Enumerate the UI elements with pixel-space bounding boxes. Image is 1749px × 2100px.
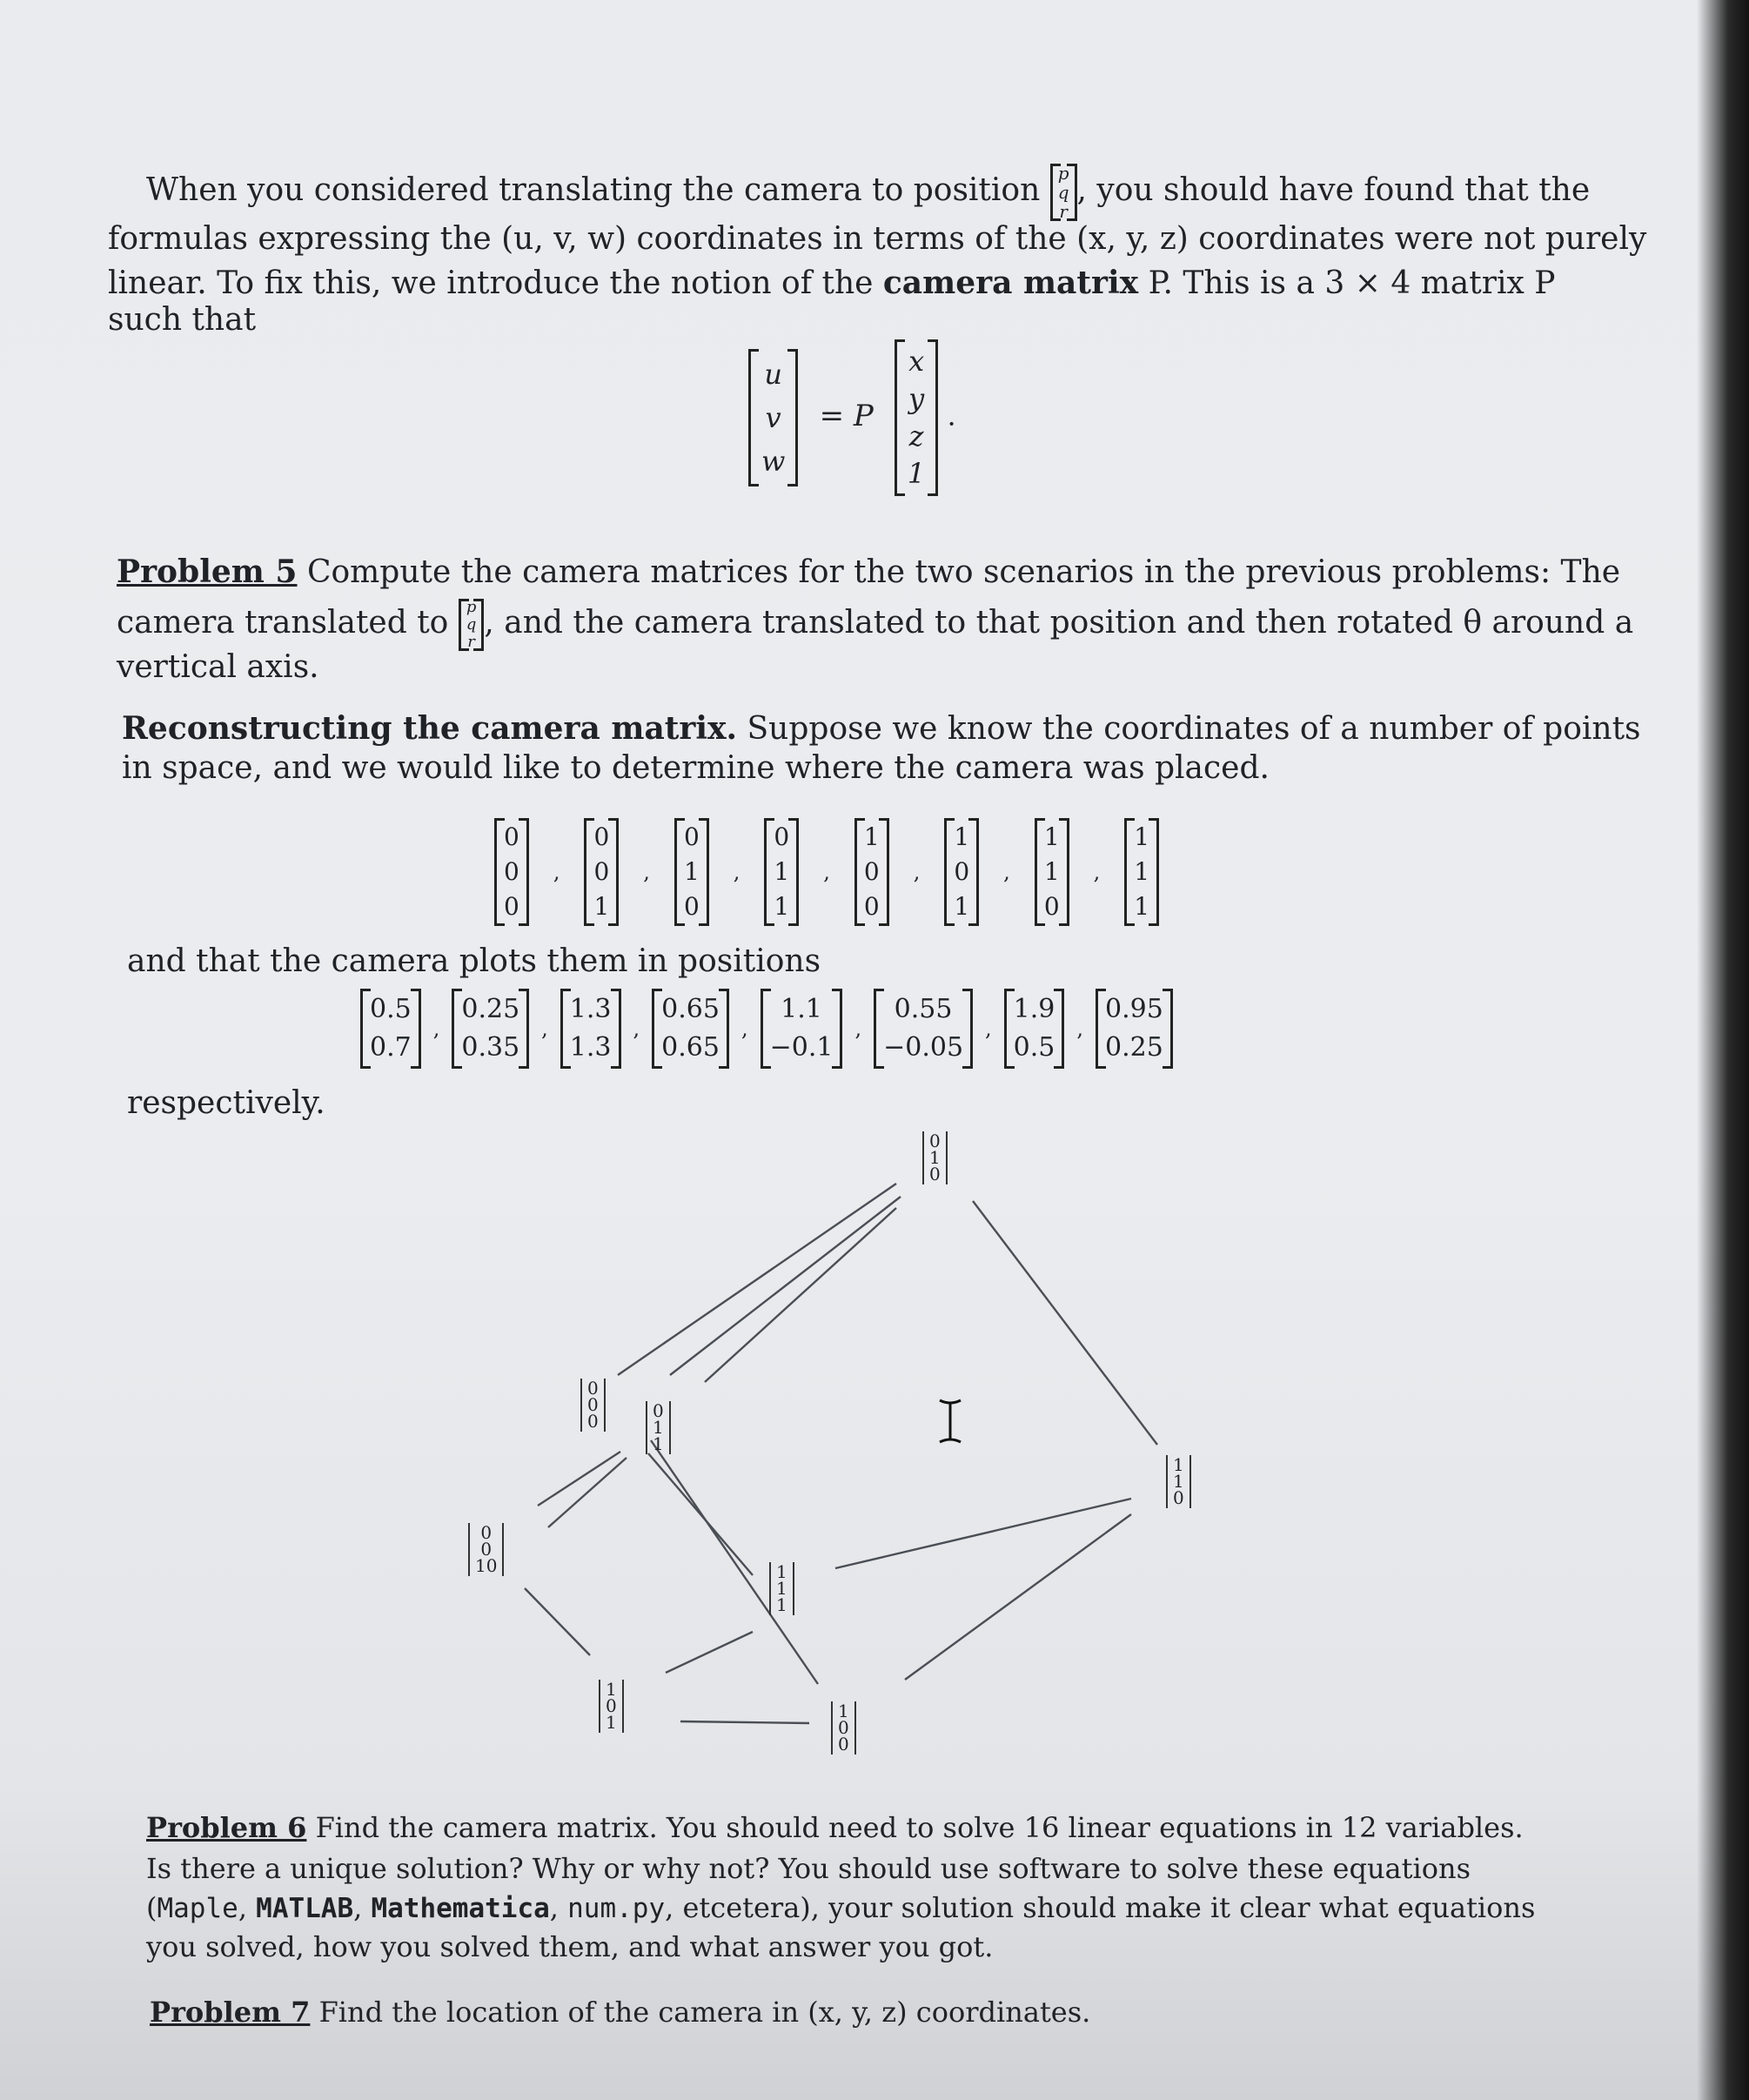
intro-line-3: linear. To fix this, we introduce the notion of the camera matrix P. This is a 3 × 4 matrix P: [108, 265, 1556, 301]
vector-entry: 0.65: [661, 1032, 720, 1063]
vector-entry: 0: [683, 892, 700, 921]
vector-entry: 0.65: [661, 994, 720, 1024]
label-101: 1 0 1: [599, 1680, 624, 1733]
comma: ,: [553, 859, 560, 884]
vector-entry: 1: [1134, 822, 1150, 851]
vector-entry: 1: [954, 892, 970, 921]
edge: [973, 1201, 1157, 1445]
problem-5-vector: p q r: [459, 599, 485, 651]
reconstruct-line-2: in space, and we would like to determine where the camera was placed.: [122, 750, 1270, 786]
comma: ,: [733, 859, 740, 884]
problem-6-line-1: Problem 6 Find the camera matrix. You should need to solve 16 linear equations in 12 variables.: [146, 1811, 1524, 1844]
problem-6-line-3: (Maple, MATLAB, Mathematica, num.py, etcetera), your solution should make it clear what equations: [146, 1891, 1536, 1924]
label-011: 0 1 1: [646, 1401, 671, 1454]
vector-entry: 0: [593, 857, 610, 886]
intro-line-4: such that: [108, 302, 257, 338]
vector-entry: 0: [863, 857, 880, 886]
comma: ,: [1076, 1016, 1084, 1041]
vector-entry: 0.7: [370, 1032, 412, 1063]
xyz1-vector: x y z 1: [895, 339, 938, 496]
edge: [548, 1458, 627, 1527]
vector-entry: 0.5: [1013, 1032, 1055, 1063]
equals-p: = P: [819, 398, 874, 433]
vector-entry: 1.3: [569, 994, 612, 1024]
vector-entry: 0: [1043, 892, 1060, 921]
intro-line-2: formulas expressing the (u, v, w) coordinates in terms of the (x, y, z) coordinates were not purely: [108, 221, 1647, 257]
vector-entry: 0.95: [1105, 994, 1163, 1024]
respectively-text: respectively.: [127, 1085, 325, 1121]
reconstruct-line-1: Reconstructing the camera matrix. Suppose we know the coordinates of a number of points: [122, 710, 1641, 747]
vector-entry: 0.55: [894, 994, 953, 1024]
comma: ,: [633, 1016, 640, 1041]
vector-entry: 1: [1043, 822, 1060, 851]
label-000: 0 0 0: [580, 1379, 606, 1432]
vector-entry: −0.05: [883, 1032, 964, 1063]
edge: [525, 1588, 590, 1655]
vector-entry: 0: [863, 892, 880, 921]
edge: [835, 1499, 1131, 1568]
vector-entry: 1: [774, 892, 790, 921]
comma: ,: [985, 1016, 992, 1041]
problem-6-line-4: you solved, how you solved them, and what answer you got.: [146, 1930, 994, 1963]
vector-entry: 1: [1134, 892, 1150, 921]
positions-intro: and that the camera plots them in positions: [127, 943, 821, 979]
vector-entry: 1: [1134, 857, 1150, 886]
comma: ,: [432, 1016, 440, 1041]
problem-7: Problem 7 Find the location of the camera in (x, y, z) coordinates.: [150, 1996, 1091, 2029]
edge: [905, 1514, 1131, 1680]
vector-entry: 1: [683, 857, 700, 886]
comma: ,: [541, 1016, 548, 1041]
vector-entry: 0: [593, 822, 610, 851]
problem-6-line-2: Is there a unique solution? Why or why not? You should use software to solve these equations: [146, 1852, 1471, 1885]
vector-entry: 1.9: [1013, 994, 1055, 1024]
vector-entry: 1.1: [781, 994, 822, 1024]
problem-6-label: Problem 6: [146, 1811, 307, 1844]
vector-entry: 0.5: [370, 994, 412, 1024]
vector-entry: 0.25: [1105, 1032, 1163, 1063]
problem-5-line-1: Problem 5 Compute the camera matrices for the two scenarios in the previous problems: The: [117, 554, 1621, 590]
intro-line-1-text: When you considered translating the camera to position: [146, 172, 1041, 208]
vector-entry: 0: [504, 892, 519, 921]
label-100: 1 0 0: [831, 1701, 856, 1754]
comma: ,: [740, 1016, 748, 1041]
edge: [618, 1184, 896, 1375]
problem-5-line-3: vertical axis.: [117, 649, 319, 685]
label-111: 1 1 1: [769, 1562, 794, 1615]
vector-entry: 1: [863, 822, 880, 851]
vector-entry: −0.1: [769, 1032, 834, 1063]
camera-equation: u v w = P x y z 1 .: [748, 339, 956, 496]
vector-entry: 0.25: [461, 994, 520, 1024]
vector-entry: 0.35: [461, 1032, 520, 1063]
comma: ,: [913, 859, 921, 884]
vector-entry: 1: [954, 822, 970, 851]
vector-entry: 1: [774, 857, 790, 886]
edge: [538, 1452, 620, 1506]
comma: ,: [1003, 859, 1010, 884]
label-010: 0 1 0: [922, 1131, 948, 1184]
reconstruct-heading: Reconstructing the camera matrix.: [122, 710, 738, 747]
label-110: 1 1 0: [1166, 1455, 1191, 1508]
vector-entry: 1: [1043, 857, 1060, 886]
vector-entry: 1.3: [569, 1032, 612, 1063]
problem-5-label: Problem 5: [117, 554, 298, 590]
vector-entry: 0: [504, 822, 519, 851]
intro-line-1-tail: , you should have found that the: [1076, 172, 1591, 208]
edge: [666, 1632, 753, 1673]
vector-entry: 1: [593, 892, 610, 921]
comma: ,: [1093, 859, 1101, 884]
edge: [680, 1721, 809, 1723]
problem-7-label: Problem 7: [150, 1996, 311, 2029]
text-cursor-icon: [935, 1397, 965, 1446]
vector-entry: 0: [504, 857, 519, 886]
comma: ,: [823, 859, 830, 884]
vector-entry: 0: [683, 822, 700, 851]
comma: ,: [854, 1016, 862, 1041]
vector-entry: 0: [954, 857, 970, 886]
problem-5-line-2: camera translated to p q r , and the camera translated to that position and then rotated θ around a: [117, 598, 1634, 651]
uvw-vector: u v w: [748, 349, 798, 486]
label-0-0-10: 0 0 10: [468, 1523, 504, 1576]
edge: [670, 1197, 901, 1375]
vector-entry: 0: [774, 822, 790, 851]
comma: ,: [643, 859, 650, 884]
position-vector: p q r: [1050, 164, 1077, 221]
camera-matrix-term: camera matrix: [882, 265, 1139, 301]
